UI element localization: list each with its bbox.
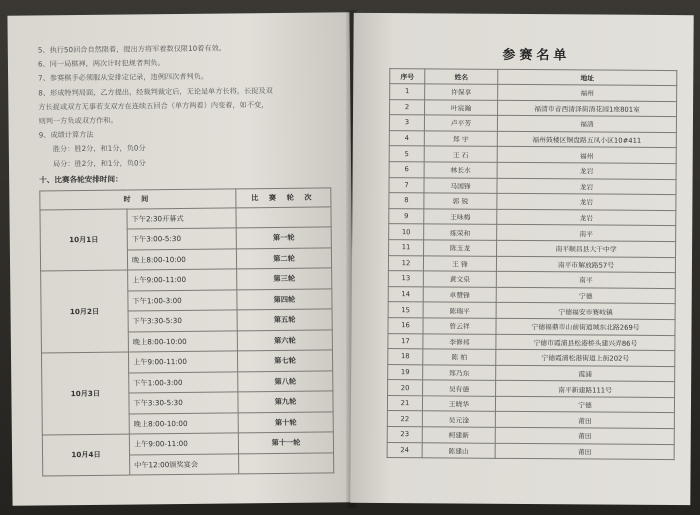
- participant-address: 莆田: [495, 412, 674, 429]
- participant-name: 曾云祥: [423, 318, 496, 334]
- participant-address: 南平: [496, 271, 675, 288]
- schedule-time: 下午1:00-3:00: [129, 372, 238, 394]
- participant-address: 福清市音西清泽街清花园1座801室: [498, 100, 677, 117]
- schedule-round: 第十轮: [238, 412, 333, 433]
- schedule-round: 第七轮: [237, 350, 332, 371]
- participant-no: 11: [389, 240, 424, 256]
- schedule-date: 10月4日: [42, 434, 129, 476]
- participant-name: 郑 宇: [424, 131, 497, 147]
- participant-no: 14: [388, 286, 423, 302]
- participant-row: [387, 442, 674, 460]
- schedule-round: 第五轮: [237, 309, 332, 330]
- header-address: 地址: [498, 69, 677, 85]
- participant-address: 南平新建路111号: [496, 381, 675, 398]
- right-page: [350, 13, 693, 505]
- rule-line: 6、同一局棋禅，两次计时犯规者判负。: [37, 58, 165, 69]
- participant-address: 龙岩: [497, 209, 676, 226]
- participant-no: 21: [387, 395, 422, 411]
- participant-address: 南平市解放路57号: [496, 256, 675, 273]
- schedule-round: [239, 453, 334, 474]
- participant-address: 莆田: [495, 443, 674, 460]
- participant-name: 李修邦: [423, 333, 496, 349]
- participant-address: 莆田: [495, 427, 674, 444]
- participant-name: 王 锋: [423, 255, 496, 271]
- schedule-date: 10月3日: [41, 352, 129, 435]
- rule-line: 8、形成特判局面，乙方提出，经裁判裁定后，无论是单方长将，长捉及双: [38, 85, 273, 98]
- participant-no: 7: [389, 177, 424, 193]
- participant-list-title: 参赛名单: [502, 47, 571, 64]
- schedule-round: 第六轮: [237, 330, 332, 351]
- rule-line: 则判一方负或双方作和。: [38, 115, 118, 126]
- schedule-round: 第四轮: [237, 289, 332, 310]
- rules-text: [38, 40, 337, 171]
- schedule-time: 晚上8:00-10:00: [127, 249, 236, 271]
- participant-no: 18: [388, 349, 423, 365]
- schedule-time: 下午3:30-5:30: [128, 310, 237, 332]
- schedule-date: 10月1日: [40, 209, 128, 271]
- participant-no: 22: [387, 411, 422, 427]
- participant-name: 卢平芳: [424, 115, 497, 131]
- participant-name: 郭 锐: [424, 193, 497, 209]
- schedule-time: 上午9:00-11:00: [129, 433, 238, 455]
- schedule-heading: 十、比赛各轮安排时间：: [39, 174, 123, 185]
- participant-address: 南平: [497, 225, 676, 242]
- participant-address: 福清: [497, 116, 676, 133]
- participant-address: 宁德: [496, 287, 675, 304]
- rule-line: 7、参赛棋手必须服从安排定记录，违例四次者判负。: [38, 72, 209, 83]
- schedule-round: 第十一轮: [238, 432, 333, 453]
- header-no: 序号: [390, 69, 425, 84]
- schedule-time: 上午9:00-11:00: [128, 269, 237, 291]
- rule-line: 方长捉或双方无事若支双方在连续五回合（单方两着）内变着，如不变，: [38, 99, 269, 112]
- participant-no: 1: [390, 84, 425, 100]
- participant-no: 13: [388, 271, 423, 287]
- participant-no: 6: [389, 162, 424, 178]
- rule-line: 局分：胜2分，和1分，负0分: [52, 157, 146, 168]
- rule-line: 胜分：胜2分，和1分，负0分: [52, 143, 146, 154]
- participant-name: 柯建新: [422, 427, 495, 443]
- participant-address: 宁德福安市赛岐镇: [496, 303, 675, 320]
- schedule-table: [39, 187, 334, 477]
- participant-name: 叶宸瀚: [425, 99, 498, 115]
- participant-name: 许保享: [425, 84, 498, 100]
- schedule-time: 下午2:30开幕式: [127, 208, 236, 230]
- participant-name: 马国锋: [424, 177, 497, 193]
- participant-no: 16: [388, 317, 423, 333]
- schedule-header-round: 比 赛 轮 次: [236, 188, 331, 208]
- schedule-header-time: 时 间: [40, 189, 236, 210]
- participant-name: 陈 柏: [423, 349, 496, 365]
- participant-no: 3: [389, 115, 424, 131]
- schedule-time: 下午3:30-5:30: [129, 392, 238, 414]
- schedule-time: 晚上8:00-10:00: [129, 413, 238, 435]
- participant-address: 南平顺昌县大干中学: [497, 240, 676, 257]
- participant-no: 19: [388, 364, 423, 380]
- participant-name: 黄文泉: [423, 271, 496, 287]
- participant-name: 练荣和: [424, 224, 497, 240]
- participant-name: 陈建山: [422, 442, 495, 458]
- participant-address: 龙岩: [497, 193, 676, 210]
- participant-name: 吴元淦: [422, 411, 495, 427]
- left-page: [7, 12, 354, 506]
- schedule-date: 10月2日: [41, 270, 129, 353]
- participant-table: [387, 68, 678, 460]
- schedule-round: 第三轮: [237, 268, 332, 289]
- participant-address: 霞浦: [496, 365, 675, 382]
- participant-name: 陈瑞平: [423, 302, 496, 318]
- participant-name: 王咏梅: [424, 209, 497, 225]
- participant-no: 20: [388, 380, 423, 396]
- participant-no: 12: [388, 255, 423, 271]
- schedule-time: 下午3:00-5:30: [127, 228, 236, 250]
- participant-no: 24: [387, 442, 422, 458]
- participant-address: 龙岩: [497, 162, 676, 179]
- schedule-time: 中午12:00颁奖宴会: [130, 454, 239, 476]
- participant-address: 宁德霞浦松港街道上街202号: [496, 349, 675, 366]
- participant-no: 15: [388, 302, 423, 318]
- participant-address: 宁德: [495, 396, 674, 413]
- participant-no: 2: [390, 99, 425, 115]
- participant-name: 陈玉龙: [424, 240, 497, 256]
- rule-line: 9、成绩计算方法: [38, 130, 94, 140]
- participant-no: 8: [389, 193, 424, 209]
- participant-name: 郑乃东: [423, 364, 496, 380]
- participant-address: 福州: [498, 84, 677, 101]
- participant-no: 23: [387, 427, 422, 443]
- participant-name: 卓赞锋: [423, 287, 496, 303]
- participant-name: 吴有德: [423, 380, 496, 396]
- participant-address: 福州鼓楼区铜盘路五凤小区10#411: [497, 131, 676, 148]
- participant-no: 9: [389, 208, 424, 224]
- schedule-time: 上午9:00-11:00: [128, 351, 237, 373]
- schedule-round: [236, 207, 331, 228]
- participant-address: 宁德市霞浦县松港桥头建兴弄86号: [496, 334, 675, 351]
- participant-address: 宁德福鼎市山前街道城东北路269号: [496, 318, 675, 335]
- participant-name: 林长水: [424, 162, 497, 178]
- participant-name: 王 石: [424, 146, 497, 162]
- participant-no: 10: [389, 224, 424, 240]
- schedule-round: 第二轮: [236, 248, 331, 269]
- participant-no: 17: [388, 333, 423, 349]
- participant-name: 王晓华: [422, 396, 495, 412]
- participant-no: 4: [389, 130, 424, 146]
- participant-address: 福州: [497, 147, 676, 164]
- schedule-round: 第九轮: [238, 391, 333, 412]
- rule-line: 5、执行50回合自然限着，提出方将军着数仅限10着有效。: [37, 43, 227, 55]
- participant-no: 5: [389, 146, 424, 162]
- schedule-round: 第八轮: [238, 371, 333, 392]
- header-name: 姓名: [425, 69, 498, 85]
- participant-address: 龙岩: [497, 178, 676, 195]
- schedule-time: 下午1:00-3:00: [128, 290, 237, 312]
- schedule-time: 晚上8:00-10:00: [128, 331, 237, 353]
- schedule-round: 第一轮: [236, 227, 331, 248]
